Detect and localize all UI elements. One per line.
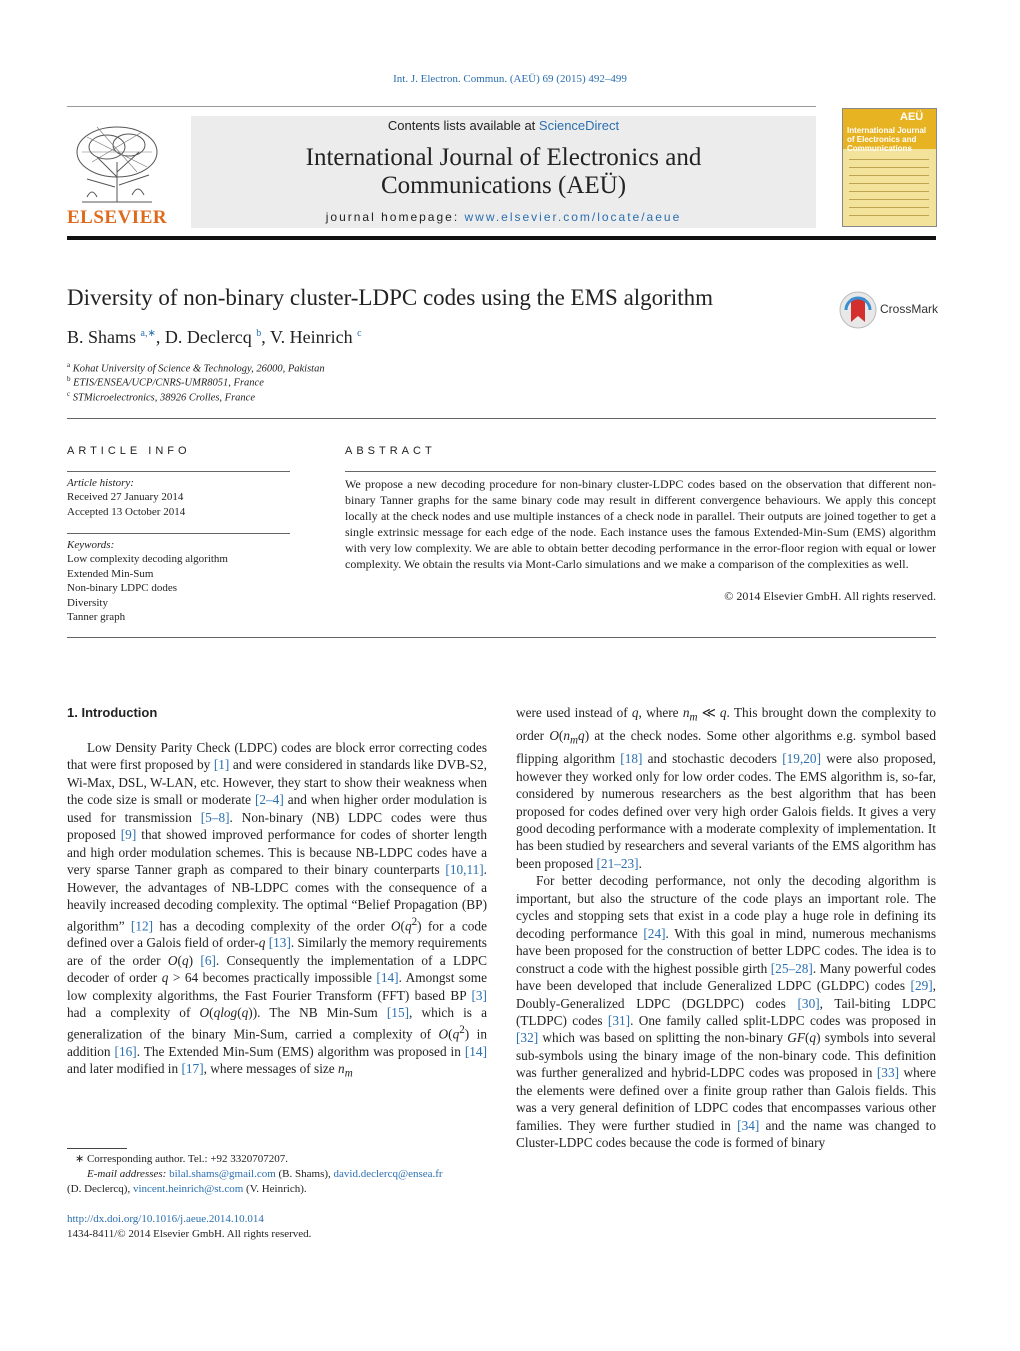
contents-line — [191, 118, 816, 133]
reference-link[interactable]: [13] — [268, 935, 291, 951]
email-label: E-mail addresses: — [87, 1168, 170, 1180]
abstract-text: We propose a new decoding procedure for non-binary cluster-LDPC codes based on the observation that different non-binary Tanner graphs for the same binary code may result in different convergence behaviours. We apply this concept locally at the check nodes and use multiple instances of a check node in parallel. Their outputs are joined together to get a single extrinsic message for each edge of the node. Each instance uses the famous Extended-Min-Sum (EMS) algorithm with very low complexity. We are able to obtain better decoding performance in the error-floor region with equal or lower complexity. We obtain the results via Mont-Carlo simulations and we make a comparison of the complexities as well. — [345, 477, 936, 571]
keyword: Low complexity decoding algorithm — [67, 553, 228, 566]
reference-link[interactable]: [1] — [213, 757, 230, 773]
author-separator: , — [261, 327, 270, 347]
cover-line — [849, 183, 929, 184]
body-column-right — [516, 704, 936, 1152]
corresponding-author: ∗ Corresponding author. Tel.: +92 3320707207. — [75, 1153, 289, 1165]
homepage-link[interactable]: www.elsevier.com/locate/aeue — [464, 210, 682, 224]
article-info-rule — [67, 471, 290, 472]
journal-citation[interactable]: Int. J. Electron. Commun. (AEÜ) 69 (2015) 492–499 — [393, 73, 627, 85]
author-marker[interactable]: c — [357, 328, 362, 339]
homepage-prefix: journal homepage: — [325, 210, 465, 224]
article-info-heading: ARTICLE INFO — [67, 445, 191, 457]
received-date: Received 27 January 2014 — [67, 491, 184, 504]
journal-cover-thumbnail[interactable] — [842, 108, 937, 227]
issn-line: 1434-8411/© 2014 Elsevier GmbH. All rights reserved. — [67, 1228, 312, 1240]
email-line — [67, 1167, 487, 1197]
keyword: Tanner graph — [67, 611, 126, 624]
footnote — [67, 1152, 487, 1197]
article-history — [67, 476, 185, 519]
cover-line — [849, 175, 929, 176]
history-label: Article history: — [67, 477, 134, 489]
author-list — [67, 327, 362, 348]
cover-title: International Journal of Electronics and Communications — [847, 126, 927, 153]
abstract-heading: ABSTRACT — [345, 445, 436, 457]
body-paragraph: For better decoding performance, not only the decoding algorithm is important, but also the structure of the code plays an important role. The cycles and stopping sets that exist in a code play a huge role in defining its decoding performance [24]. With this goal in mind, numerous mechanisms have been proposed for the construction of better LDPC codes. The idea is to construct a code with the highest possible girth [25–28]. Many powerful codes have been developed that include Generalized LDPC (GLDPC) codes [29], Doubly-Generalized LDPC (DGLDPC) codes [30], Tail-biting LDPC (TLDPC) codes [31]. One family called split-LDPC codes was proposed in [32] which was based on splitting the non-binary GF(q) symbols into several sub-symbols using the binary image of the non-binary code. This definition was further generalized and hybrid-LDPC codes was proposed in [33] where the elements were defined over a finite group rather than Galois fields. This was a very general definition of LDPC codes that encompasses various other families. They were further studied in [34] and the name was changed to Cluster-LDPC codes because the code is formed of binary — [516, 873, 937, 1151]
reference-link[interactable]: [2–4] — [254, 792, 284, 808]
email-owner: (D. Declercq), — [67, 1183, 133, 1195]
body-column-left — [67, 739, 487, 1083]
reference-link[interactable]: [10,11] — [445, 862, 484, 878]
affiliation-marker: c — [67, 390, 71, 398]
reference-link[interactable]: [19,20] — [782, 751, 821, 767]
author-marker[interactable]: a,∗ — [140, 328, 156, 339]
author-marker[interactable]: b — [256, 328, 262, 339]
reference-link[interactable]: [34] — [737, 1117, 760, 1133]
reference-link[interactable]: [15] — [386, 1005, 410, 1021]
keywords-label: Keywords: — [67, 539, 115, 551]
author-name: V. Heinrich — [269, 327, 353, 347]
affiliation — [67, 375, 264, 389]
article-info-rule — [67, 533, 290, 534]
accepted-date: Accepted 13 October 2014 — [67, 505, 186, 518]
email-owner: (V. Heinrich). — [243, 1183, 307, 1195]
contents-prefix: Contents lists available at — [387, 118, 539, 133]
reference-link[interactable]: [30] — [797, 995, 820, 1011]
reference-link[interactable]: [12] — [130, 917, 154, 933]
abstract-copyright: © 2014 Elsevier GmbH. All rights reserved. — [724, 589, 936, 603]
doi-block — [67, 1212, 311, 1242]
header-rule — [67, 106, 816, 107]
author-separator: , — [155, 327, 165, 347]
author-name: B. Shams — [67, 327, 137, 347]
crossmark-label: CrossMark — [880, 302, 939, 316]
crossmark-badge[interactable] — [838, 290, 938, 330]
reference-link[interactable]: [3] — [471, 987, 487, 1003]
article-title: Diversity of non-binary cluster-LDPC codes using the EMS algorithm — [67, 285, 713, 310]
reference-link[interactable]: [25–28] — [770, 960, 813, 976]
journal-name-line1: International Journal of Electronics and — [305, 144, 702, 171]
reference-link[interactable]: [24] — [643, 925, 666, 941]
cover-line — [849, 191, 929, 192]
cover-line — [849, 207, 929, 208]
keyword: Diversity — [67, 596, 108, 609]
keywords — [67, 538, 228, 624]
email-link[interactable]: david.declercq@ensea.fr — [333, 1168, 443, 1180]
cover-line — [849, 167, 929, 168]
reference-link[interactable]: [31] — [607, 1013, 631, 1029]
doi-link[interactable]: http://dx.doi.org/10.1016/j.aeue.2014.10.014 — [67, 1213, 264, 1225]
affiliation-marker: a — [67, 361, 71, 369]
crossmark-icon — [838, 290, 878, 330]
header-thick-rule — [67, 236, 936, 240]
keyword: Extended Min-Sum — [67, 567, 154, 580]
affiliation-text: STMicroelectronics, 38926 Crolles, France — [72, 392, 255, 404]
reference-link[interactable]: [18] — [620, 751, 643, 767]
affiliation — [67, 390, 255, 404]
keyword: Non-binary LDPC dodes — [67, 582, 177, 595]
reference-link[interactable]: [9] — [120, 827, 137, 843]
section-rule — [67, 418, 936, 419]
reference-link[interactable]: [6] — [200, 952, 216, 968]
email-link[interactable]: bilal.shams@gmail.com — [169, 1168, 276, 1180]
affiliation-marker: b — [67, 375, 71, 383]
body-paragraph: Low Density Parity Check (LDPC) codes are block error correcting codes that were first proposed by [1] and were considered in standards like DVB-S2, Wi-Max, DSL, W-LAN, etc. However, they start to show their weakness when the code size is small or moderate [2–4] and when higher order modulation is used for transmission [5–8]. Non-binary (NB) LDPC codes were thus proposed [9] that showed improved performance for codes of shorter length and high order modulation schemes. This is because NB-LDPC codes have a very sparse Tanner graph as compared to their binary counterparts [10,11]. However, the advantages of NB-LDPC comes with the consequence of a heavily increased decoding complexity. The optimal “Belief Propagation (BP) algorithm” [12] has a decoding complexity of the order $O(q^2)$ for a code defined over a Galois field of order-q [13]. Similarly the memory requirements are of the order O(q) [6]. Consequently the implementation of a LDPC decoder of order q > 64 becomes practically impossible [14]. Amongst some low complexity algorithms, the Fast Fourier Transform (FFT) based BP [3] had a complexity of O(qlog(q)). The NB Min-Sum [15], which is a generalization of the binary Min-Sum, carried a complexity of $O(q^2)$ in addition [16]. The Extended Min-Sum (EMS) algorithm was proposed in [14] and later modified in [17], where messages of size $n_m$ — [67, 740, 487, 1080]
affiliation-text: ETIS/ENSEA/UCP/CNRS-UMR8051, France — [73, 377, 264, 389]
affiliation — [67, 361, 325, 375]
cover-line — [849, 199, 929, 200]
email-owner: (B. Shams), — [275, 1168, 334, 1180]
cover-line — [849, 215, 929, 216]
elsevier-wordmark: ELSEVIER — [67, 207, 168, 228]
sciencedirect-link[interactable]: ScienceDirect — [538, 118, 620, 133]
reference-link[interactable]: [14] — [464, 1043, 487, 1059]
reference-link[interactable]: [29] — [910, 978, 933, 994]
journal-name — [191, 144, 816, 200]
journal-name-line2: Communications (AEÜ) — [380, 172, 627, 199]
reference-link[interactable]: [5–8] — [200, 809, 230, 825]
footnote-rule — [67, 1148, 127, 1149]
email-link[interactable]: vincent.heinrich@st.com — [132, 1183, 244, 1195]
reference-link[interactable]: [33] — [876, 1065, 900, 1081]
journal-homepage — [191, 210, 816, 224]
reference-link[interactable]: [16] — [114, 1043, 137, 1059]
affiliation-text: Kohat University of Science & Technology, 26000, Pakistan — [72, 363, 325, 375]
author-name: D. Declercq — [164, 327, 252, 347]
reference-link[interactable]: [32] — [516, 1030, 539, 1046]
abstract-rule — [345, 471, 936, 472]
section-rule — [67, 637, 936, 638]
reference-link[interactable]: [17] — [181, 1061, 204, 1076]
cover-tag: AEÜ — [900, 111, 924, 123]
body-paragraph: were used instead of q, where $n_m$ ≪ q. This brought down the complexity to order $O(n_mq)$ at the check nodes. Some other algorithms e.g. symbol based flipping algorithm [18] and stochastic decoders [19,20] were also proposed, however they worked only for low order codes. The EMS algorithm is, so-far, considered by numerous researchers as the best algorithm that has been proposed for codes defined over very high order Galois fields. It gives a very good decoding performance with a moderate complexity of implementation. It has been studied by researchers and several variants of the EMS algorithm has been proposed [21–23]. — [516, 705, 936, 871]
introduction-heading: 1. Introduction — [67, 705, 158, 720]
reference-link[interactable]: [21–23] — [596, 855, 639, 871]
reference-link[interactable]: [14] — [376, 970, 399, 986]
cover-line — [849, 159, 929, 160]
